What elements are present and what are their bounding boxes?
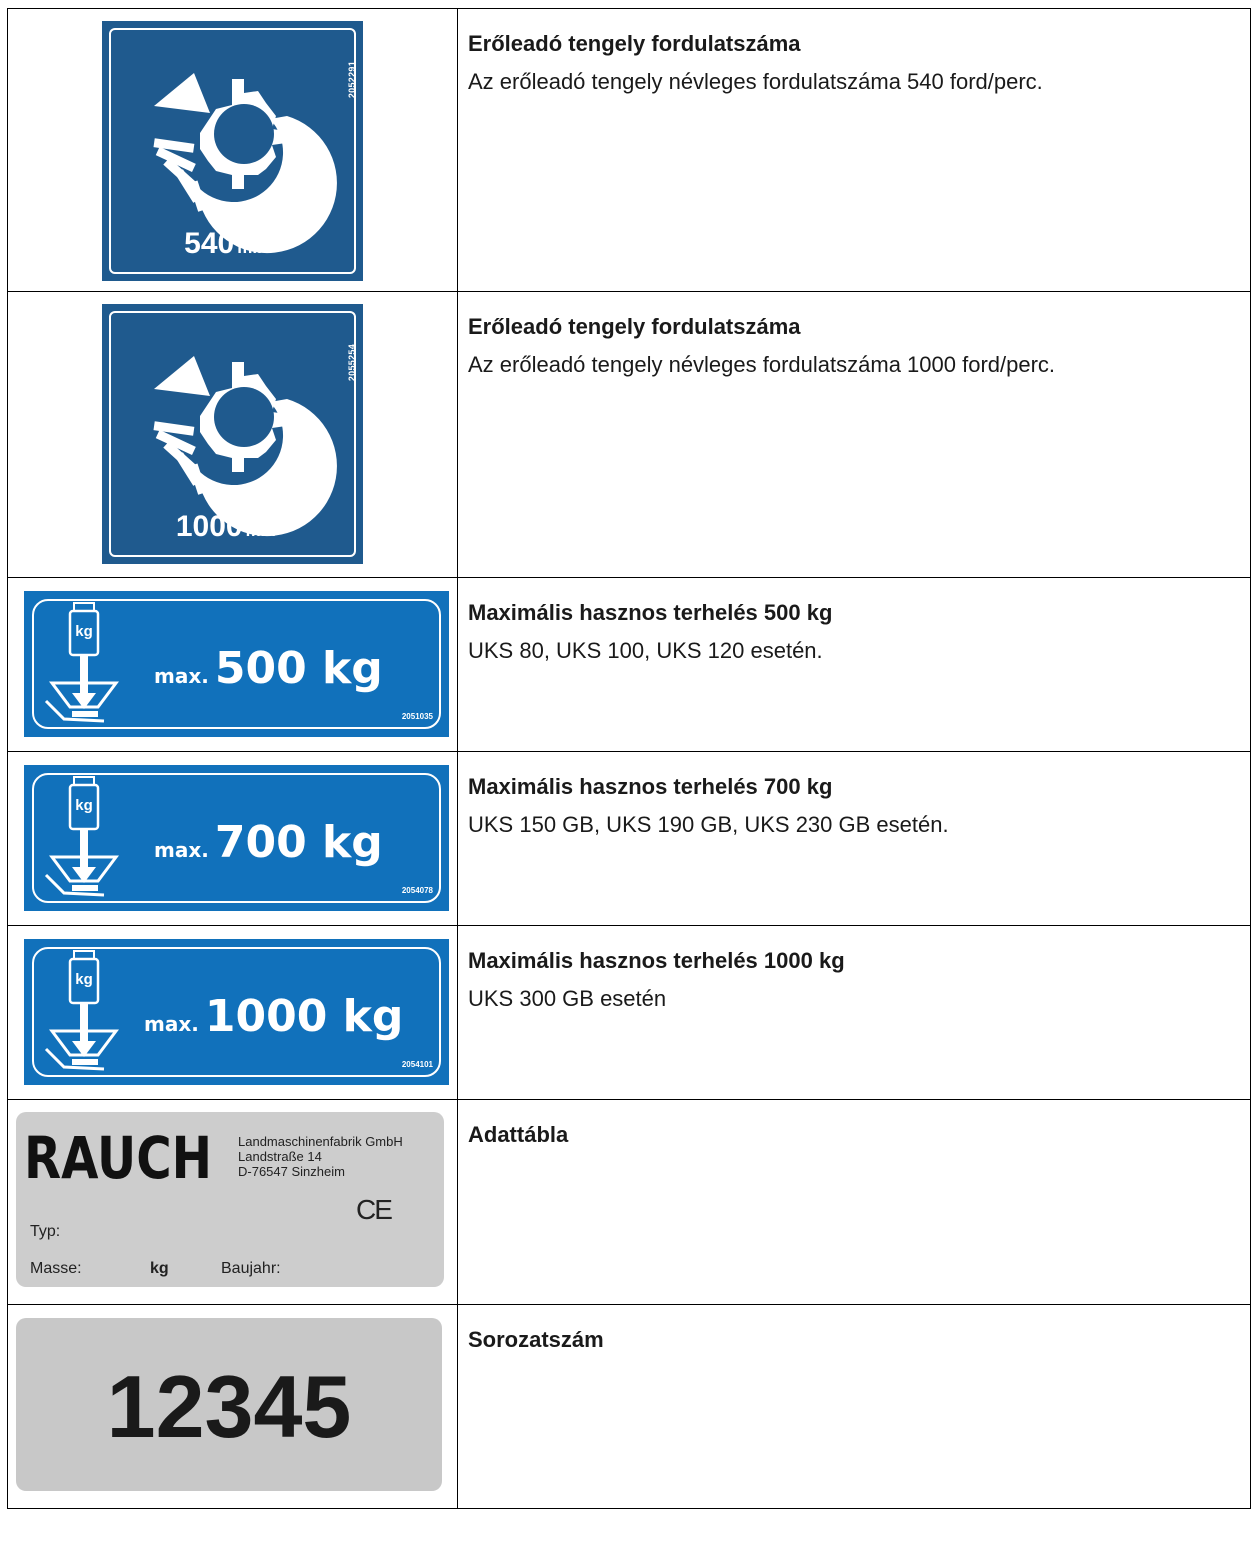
row-description: UKS 80, UKS 100, UKS 120 esetén. — [468, 638, 823, 663]
max-load-label: max. 500 kg — [154, 643, 383, 694]
serial-number-plate — [16, 1318, 442, 1491]
weight-hopper-icon — [24, 939, 154, 1085]
type-plate — [16, 1112, 444, 1287]
sign-code: 2054101 — [401, 1060, 433, 1069]
type-label: Typ: — [30, 1223, 61, 1240]
table-row — [8, 752, 1251, 926]
row-title: Maximális hasznos terhelés 700 kg — [468, 774, 833, 799]
table-row — [8, 9, 1251, 292]
pto-speed-sign — [102, 21, 363, 281]
row-title: Sorozatszám — [468, 1327, 604, 1352]
sign-code: 2052291 — [347, 61, 357, 99]
sign-image-cell — [8, 292, 458, 578]
row-title: Maximális hasznos terhelés 1000 kg — [468, 948, 845, 973]
row-title: Adattábla — [468, 1122, 569, 1147]
row-title: Erőleadó tengely fordulatszáma — [468, 31, 801, 56]
mass-label: Masse: — [30, 1260, 82, 1277]
weight-hopper-icon — [24, 591, 154, 737]
description-cell — [458, 292, 1251, 578]
pto-speed-sign — [102, 304, 363, 564]
svg-text:kg: kg — [75, 797, 93, 814]
description-cell — [458, 752, 1251, 926]
sign-image-cell — [8, 752, 458, 926]
rauch-logo — [24, 1118, 214, 1192]
max-load-sign — [24, 591, 449, 737]
row-description: UKS 150 GB, UKS 190 GB, UKS 230 GB esetén. — [468, 812, 949, 837]
pto-speed-label: 540 $\min^{-1}$ — [184, 227, 281, 260]
max-load-label: max. 1000 kg — [144, 991, 404, 1042]
description-cell — [458, 9, 1251, 292]
row-description: Az erőleadó tengely névleges fordulatszáma 1000 ford/perc. — [468, 352, 1056, 377]
row-title: Erőleadó tengely fordulatszáma — [468, 314, 801, 339]
svg-text:RAUCH: RAUCH — [24, 1124, 212, 1192]
max-load-label: max. 700 kg — [154, 817, 383, 868]
sign-code: 2055254 — [347, 344, 357, 382]
svg-text:kg: kg — [75, 623, 93, 640]
description-cell — [458, 578, 1251, 752]
ce-mark: CE — [356, 1194, 391, 1225]
row-description: Az erőleadó tengely névleges fordulatszáma 540 ford/perc. — [468, 69, 1043, 94]
pto-speed-label: 1000 $\min^{-1}$ — [175, 510, 290, 543]
sign-image-cell — [8, 926, 458, 1100]
description-cell — [458, 1100, 1251, 1305]
sign-code: 2054078 — [401, 886, 433, 895]
table-row — [8, 1100, 1251, 1305]
sign-image-cell — [8, 578, 458, 752]
max-load-sign — [24, 939, 449, 1085]
description-cell — [458, 1305, 1251, 1509]
svg-text:kg: kg — [75, 971, 93, 988]
year-label: Baujahr: — [221, 1260, 281, 1277]
row-description: UKS 300 GB esetén — [468, 986, 667, 1011]
safety-signs-table — [7, 8, 1251, 1509]
table-row — [8, 1305, 1251, 1509]
sign-code: 2051035 — [401, 712, 433, 721]
description-cell — [458, 926, 1251, 1100]
max-load-sign — [24, 765, 449, 911]
serial-number: 12345 — [106, 1357, 352, 1456]
manufacturer-address: Landmaschinenfabrik GmbH Landstraße 14 D-76547 Sinzheim — [238, 1134, 403, 1179]
table-row — [8, 292, 1251, 578]
table-row — [8, 578, 1251, 752]
weight-hopper-icon — [24, 765, 154, 911]
mass-unit: kg — [150, 1260, 169, 1277]
sign-image-cell — [8, 1100, 458, 1305]
sign-image-cell — [8, 1305, 458, 1509]
sign-image-cell — [8, 9, 458, 292]
row-title: Maximális hasznos terhelés 500 kg — [468, 600, 833, 625]
table-row — [8, 926, 1251, 1100]
